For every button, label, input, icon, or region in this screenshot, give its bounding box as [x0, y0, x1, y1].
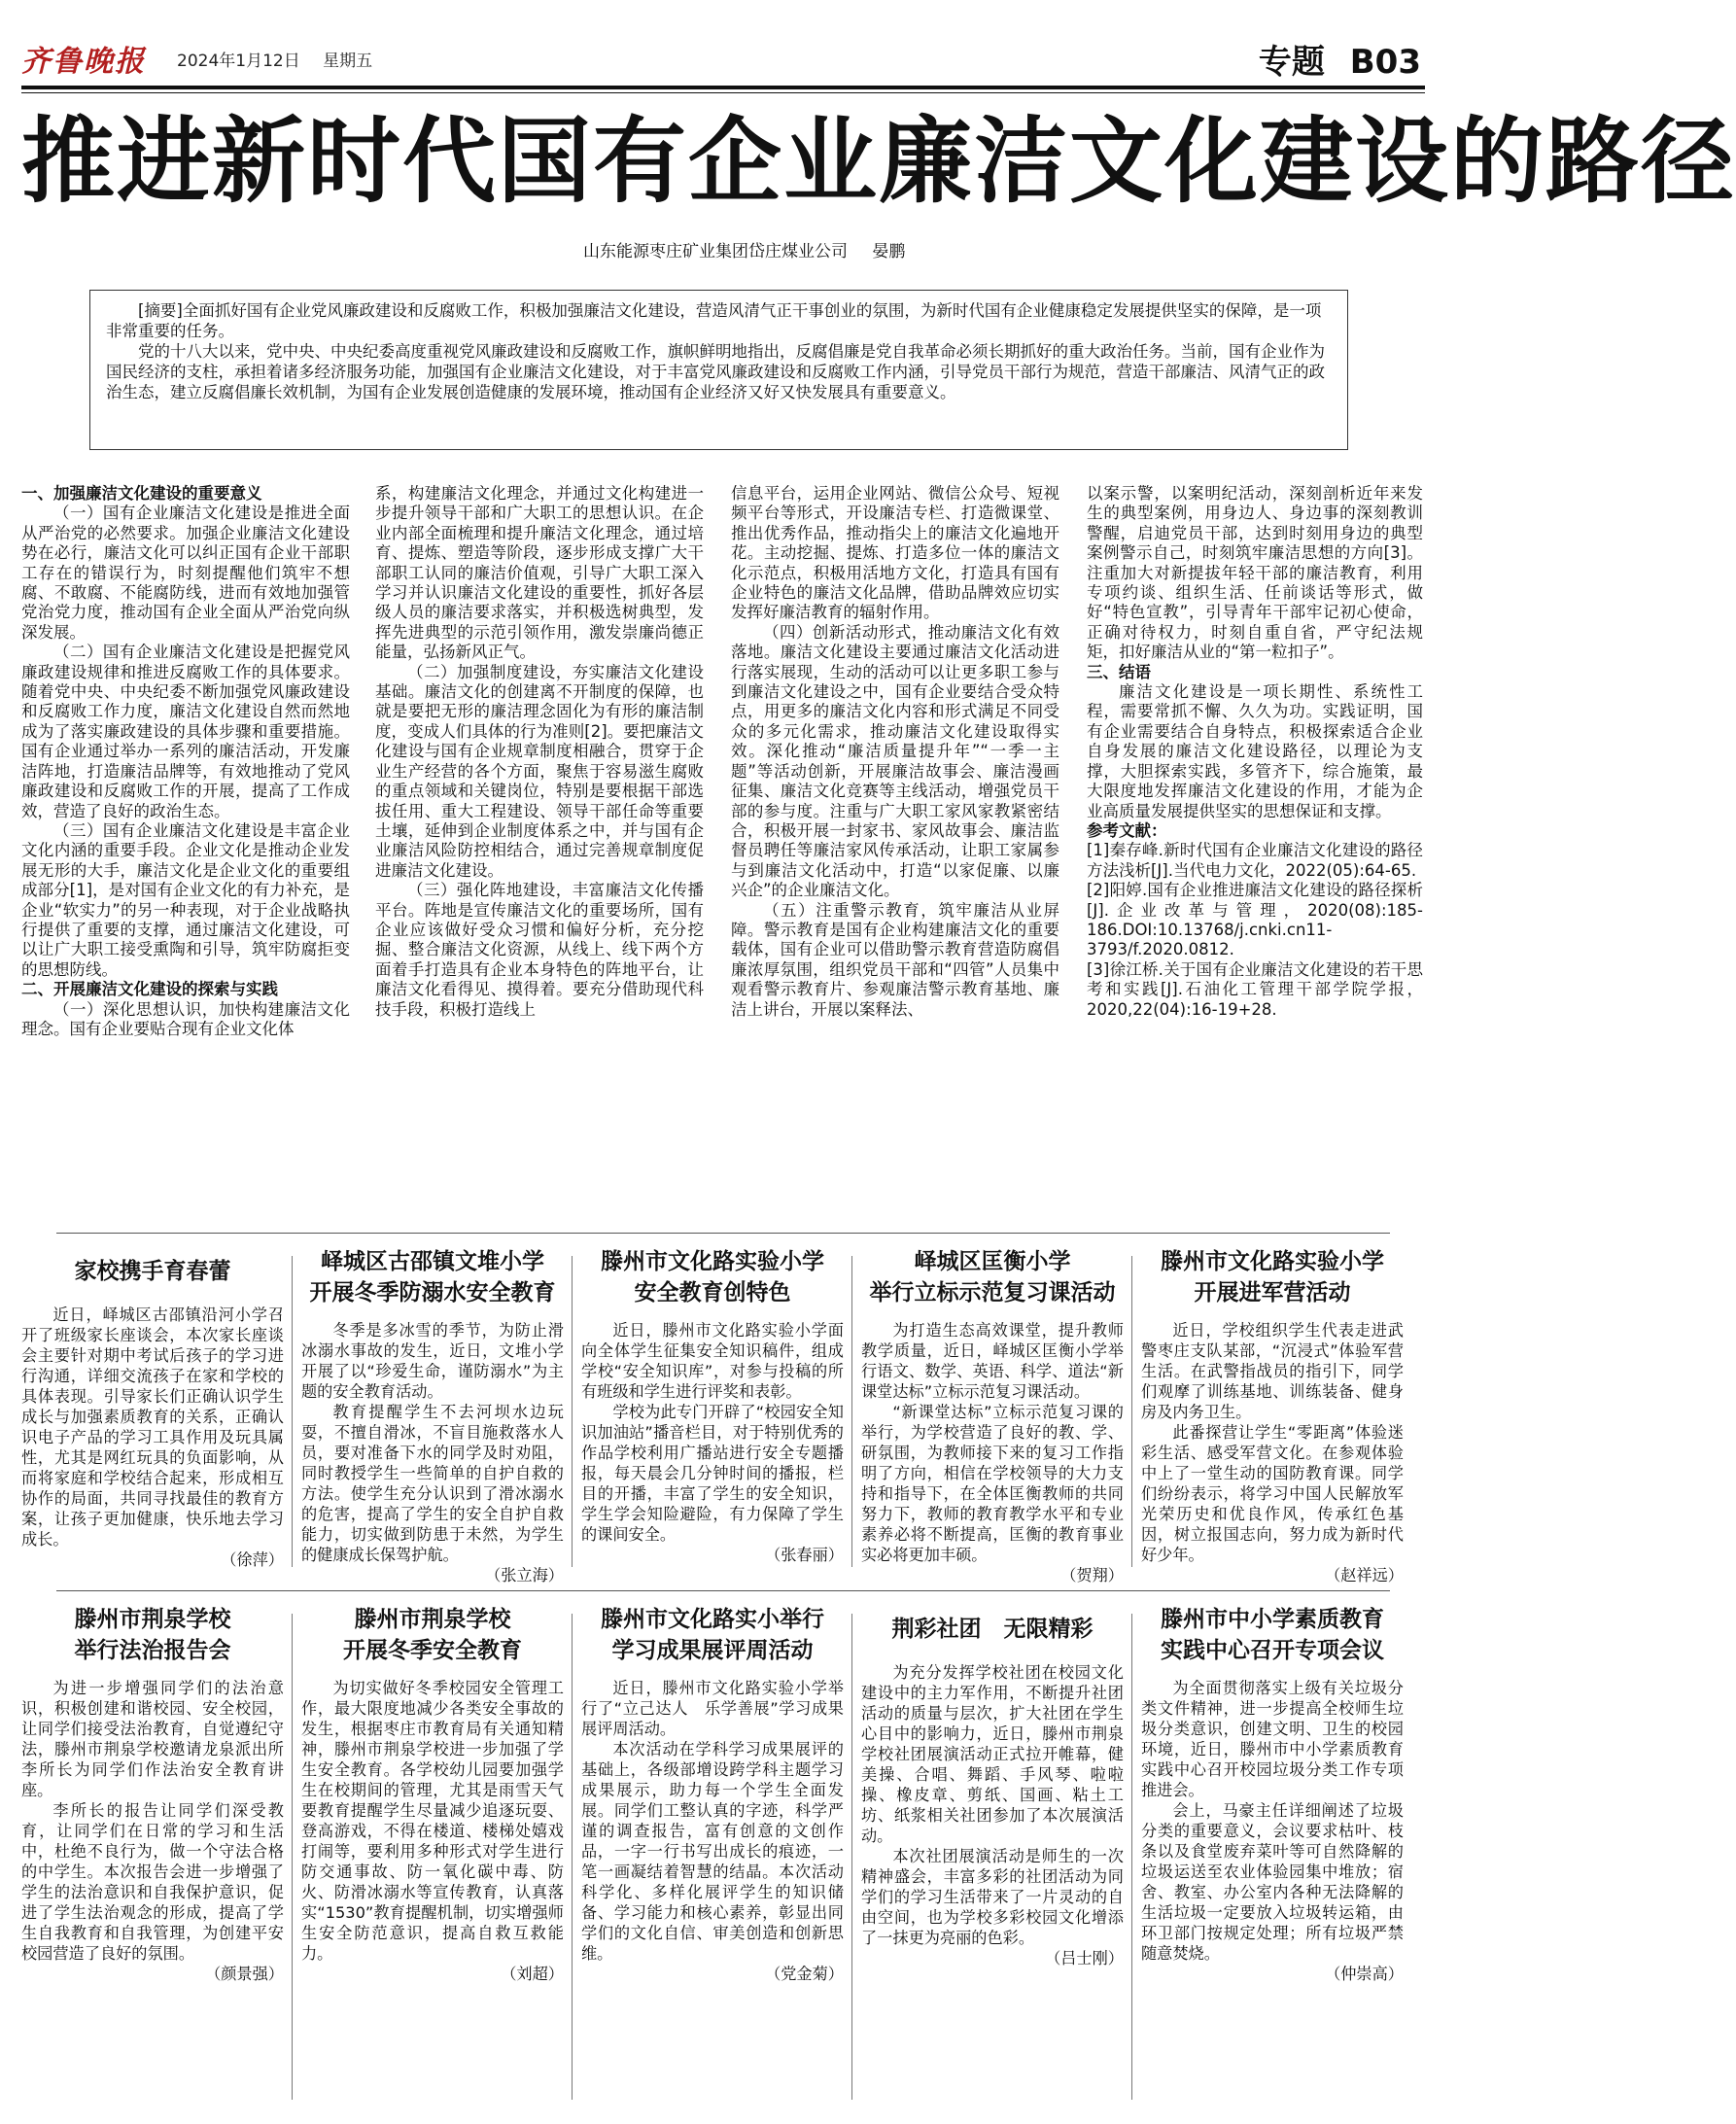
- newspaper-masthead: 齐鲁晚报: [21, 45, 146, 79]
- news-title-line: 滕州市荆泉学校: [74, 1606, 231, 1632]
- news-item: [21, 1604, 284, 2109]
- news-paragraph: 近日，滕州市文化路实验小学举行了“立己达人 乐学善展”学习成果展评周活动。: [581, 1679, 844, 1738]
- reference-entry: [1]秦存峰.新时代国有企业廉洁文化建设的路径方法浅析[J].当代电力文化，2022(05):64-65.: [1087, 841, 1423, 880]
- news-author: （赵祥远）: [1325, 1566, 1404, 1584]
- news-paragraph: 为全面贯彻落实上级有关垃圾分类文件精神，进一步提高全校师生垃圾分类意识，创建文明、卫生的校园环境，近日，滕州市中小学素质教育实践中心召开校园垃圾分类工作专项推进会。: [1141, 1679, 1404, 1799]
- news-body: [1141, 1678, 1404, 1984]
- article-paragraph: 信息平台，运用企业网站、微信公众号、短视频平台等形式，开设廉洁专栏、打造微课堂、推出优秀作品，推动指尖上的廉洁文化遍地开花。主动挖掘、提炼、打造多位一体的廉洁文化示范点，积极用活地方文化，打造具有国有企业特色的廉洁文化品牌，借助品牌效应切实发挥好廉洁教育的辐射作用。: [731, 484, 1059, 622]
- article-paragraph: （一）深化思想认识，加快构建廉洁文化理念。国有企业要贴合现有企业文化体: [21, 999, 350, 1038]
- issue-date: 2024年1月12日: [177, 52, 300, 71]
- section-divider: [56, 1590, 1390, 1591]
- dateline: [177, 47, 390, 71]
- column-divider: [1131, 1256, 1132, 1567]
- news-author: （仲崇高）: [1325, 1965, 1404, 1983]
- news-title: [581, 1246, 844, 1308]
- column-divider: [292, 1614, 293, 2100]
- news-title-line: 峄城区古邵镇文堆小学: [321, 1248, 544, 1274]
- article-paragraph: （三）国有企业廉洁文化建设是丰富企业文化内涵的重要手段。企业文化是推动企业发展无形的大手，廉洁文化是企业文化的重要组成部分[1]，是对国有企业文化的有力补充，是企业“软实力”的另一种表现，对于企业战略执行提供了重要的支撑，通过廉洁文化建设，可以让广大职工接受熏陶和引导，筑牢防腐拒变的思想防线。: [21, 820, 350, 979]
- article-title: 推进新时代国有企业廉洁文化建设的路径: [21, 107, 1736, 216]
- news-item: [1141, 1604, 1404, 2109]
- news-paragraph: 冬季是多冰雪的季节，为防止滑冰溺水事故的发生，近日，文堆小学开展了以“珍爱生命，谨防溺水”为主题的安全教育活动。: [301, 1321, 564, 1401]
- news-title-line: 滕州市文化路实验小学: [601, 1248, 824, 1274]
- abstract-paragraph: 党的十八大以来，党中央、中央纪委高度重视党风廉政建设和反腐败工作，旗帜鲜明地指出，反腐倡廉是党自我革命必须长期抓好的重大政治任务。当前，国有企业作为国民经济的支柱，承担着诸多经济服务功能，加强国有企业廉洁文化建设，对于丰富党风廉政建设和反腐败工作内涵，引导党员干部行为规范，营造干部廉洁、风清气正的政治生态，建立反腐倡廉长效机制，为国有企业发展创造健康的发展环境，推动国有企业经济又好又快发展具有重要意义。: [106, 342, 1325, 401]
- page-number: B03: [1349, 43, 1421, 82]
- byline: [583, 237, 924, 261]
- news-title: [1141, 1246, 1404, 1308]
- news-item: [1141, 1246, 1404, 1584]
- news-item: [861, 1246, 1124, 1584]
- news-item: [21, 1246, 284, 1577]
- column-divider: [572, 1256, 573, 1567]
- news-author: （贺翔）: [1060, 1566, 1124, 1584]
- news-item: [581, 1604, 844, 2109]
- news-paragraph: 本次活动在学科学习成果展评的基础上，各级部增设跨学科主题学习成果展示，助力每一个学生全面发展。同学们工整认真的字迹，科学严谨的调查报告，富有创意的文创作品，一字一行书写出成长的痕迹，一笔一画凝结着智慧的结晶。本次活动科学化、多样化展评学生的知识储备、学习能力和核心素养，彰显出同学们的文化自信、审美创造和创新思维。: [581, 1740, 844, 1963]
- news-title-line: 峄城区匡衡小学: [914, 1248, 1071, 1274]
- news-paragraph: 为打造生态高效课堂，提升教师教学质量，近日，峄城区匡衡小学举行语文、数学、英语、科学、道法“新课堂达标”立标示范复习课活动。: [861, 1321, 1124, 1401]
- news-author: （党金菊）: [765, 1965, 844, 1983]
- news-item: [301, 1604, 564, 2109]
- author-name: 晏鹏: [872, 242, 906, 261]
- news-title-line: 滕州市文化路实验小学: [1161, 1248, 1384, 1274]
- news-paragraph: “新课堂达标”立标示范复习课的举行，为学校营造了良好的教、学、研氛围，为教师接下来的复习工作指明了方向，相信在学校领导的大力支持和指导下，在全体匡衡教师的共同努力下，教师的教育教学水平和专业素养必将不断提高，匡衡的教育事业实必将更加丰硕。: [861, 1403, 1124, 1564]
- news-author: （张春丽）: [765, 1546, 844, 1564]
- news-paragraph: 为切实做好冬季校园安全管理工作，最大限度地减少各类安全事故的发生，根据枣庄市教育局有关通知精神，滕州市荆泉学校进一步加强了学生安全教育。各学校幼儿园要加强学生在校期间的管理，尤其是雨雪天气要教育提醒学生尽量减少追逐玩耍、登高游戏，不得在楼道、楼梯处嬉戏打闹等，要利用多种形式对学生进行防交通事故、防一氧化碳中毒、防火、防滑冰溺水等宣传教育，认真落实“1530”教育提醒机制，切实增强师生安全防范意识，提高自救互救能力。: [301, 1679, 564, 1963]
- news-title-line: 开展进军营活动: [1194, 1279, 1351, 1306]
- section-name: 专题: [1258, 43, 1325, 82]
- column-divider: [851, 1256, 852, 1567]
- page-label: [1245, 35, 1421, 83]
- news-paragraph: 学校为此专门开辟了“校园安全知识加油站”播音栏目，对于特别优秀的作品学校利用广播站进行安全专题播报，每天晨会几分钟时间的播报，栏目的开播，丰富了学生的安全知识，学生学会知险避险，有力保障了学生的课间安全。: [581, 1403, 844, 1544]
- news-title: [581, 1604, 844, 1666]
- article-paragraph: （二）国有企业廉洁文化建设是把握党风廉政建设规律和推进反腐败工作的具体要求。随着党中央、中央纪委不断加强党风廉政建设和反腐败工作力度，廉洁文化建设自然而然地成为了落实廉政建设的具体步骤和重要措施。国有企业通过举办一系列的廉洁活动，开发廉洁阵地，打造廉洁品牌等，有效地推动了党风廉政建设和反腐败工作的开展，提高了工作成效，营造了良好的政治生态。: [21, 643, 350, 820]
- news-body: [581, 1678, 844, 1984]
- news-title: [861, 1246, 1124, 1308]
- news-title-line: 滕州市荆泉学校: [354, 1606, 511, 1632]
- news-body: [301, 1320, 564, 1585]
- news-author: （颜景强）: [205, 1965, 284, 1983]
- column-divider: [851, 1614, 852, 2100]
- news-paragraph: 此番探营让学生“零距离”体验迷彩生活、感受军营文化。在参观体验中上了一堂生动的国防教育课。同学们纷纷表示，将学习中国人民解放军光荣历史和优良作风，传承红色基因，树立报国志向，努力成为新时代好少年。: [1141, 1423, 1404, 1564]
- column-divider: [292, 1256, 293, 1567]
- article-column-4: [1087, 484, 1423, 1205]
- news-title-line: 举行法治报告会: [74, 1637, 231, 1663]
- abstract-box: [89, 290, 1348, 450]
- news-paragraph: 会上，马豪主任详细阐述了垃圾分类的重要意义，会议要求枯叶、枝条以及食堂废弃菜叶等可自然降解的垃圾运送至农业体验园集中堆放；宿舍、教室、办公室内各种无法降解的生活垃圾一定要放入垃圾转运箱，由环卫部门按规定处理；所有垃圾严禁随意焚烧。: [1141, 1801, 1404, 1963]
- news-title-line: 家校携手育春蕾: [74, 1258, 231, 1284]
- news-paragraph: 近日，滕州市文化路实验小学面向全体学生征集安全知识稿件，组成学校“安全知识库”，对参与投稿的所有班级和学生进行评奖和表彰。: [581, 1321, 844, 1401]
- news-paragraph: 近日，峄城区古邵镇沿河小学召开了班级家长座谈会，本次家长座谈会主要针对期中考试后孩子的学习进行沟通，详细交流孩子在家和学校的具体表现。引导家长们正确认识学生成长与加强素质教育的关系，正确认识电子产品的学习工具作用及玩具属性，尤其是网红玩具的负面影响，从而将家庭和学校结合起来，形成相互协作的局面，共同寻找最佳的教育方案，让孩子更加健康，快乐地去学习成长。: [21, 1306, 284, 1549]
- article-column-1: [21, 484, 350, 1205]
- news-title: [1141, 1604, 1404, 1666]
- news-title-line: 开展冬季防溺水安全教育: [309, 1279, 556, 1306]
- news-title-line: 举行立标示范复习课活动: [869, 1279, 1116, 1306]
- abstract-paragraph: [摘要]全面抓好国有企业党风廉政建设和反腐败工作，积极加强廉洁文化建设，营造风清气正干事创业的氛围，为新时代国有企业健康稳定发展提供坚实的保障，是一项非常重要的任务。: [106, 301, 1322, 340]
- section-divider: [56, 1233, 1390, 1234]
- news-paragraph: 本次社团展演活动是师生的一次精神盛会，丰富多彩的社团活动为同学们的学习生活带来了一片灵动的自由空间，也为学校多彩校园文化增添了一抹更为亮丽的色彩。: [861, 1847, 1124, 1947]
- news-body: [21, 1305, 284, 1570]
- news-body: [1141, 1320, 1404, 1585]
- article-paragraph: （一）国有企业廉洁文化建设是推进全面从严治党的必然要求。加强企业廉洁文化建设势在必行，廉洁文化可以纠正国有企业干部职工存在的错误行为，时刻提醒他们筑牢不想腐、不敢腐、不能腐防线，进而有效地加强管党治党力度，推动国有企业全面从严治党向纵深发展。: [21, 504, 350, 642]
- news-paragraph: 教育提醒学生不去河坝水边玩耍，不擅自滑冰，不盲目施救落水人员，要对准备下水的同学及时劝阻，同时教授学生一些简单的自护自救的方法。使学生充分认识到了滑冰溺水的危害，提高了学生的安全自护自救能力，切实做到防患于未然，为学生的健康成长保驾护航。: [301, 1403, 564, 1564]
- article-column-3: [731, 484, 1059, 1205]
- news-author: （徐萍）: [221, 1550, 284, 1569]
- news-title-line: 安全教育创特色: [634, 1279, 791, 1306]
- reference-entry: [3]徐江桥.关于国有企业廉洁文化建设的若干思考和实践[J].石油化工管理干部学院学报，2020,22(04):16-19+28.: [1087, 959, 1423, 1019]
- news-body: [861, 1662, 1124, 1968]
- article-paragraph: 系，构建廉洁文化理念，并通过文化构建进一步提升领导干部和广大职工的思想认识。在企业内部全面梳理和提升廉洁文化理念，通过培育、提炼、塑造等阶段，逐步形成支撑广大干部职工认同的廉洁价值观，引导广大职工深入学习并认识廉洁文化建设的重要性，抓好各层级人员的廉洁要求落实，并积极选树典型，发挥先进典型的示范引领作用，激发崇廉尚德正能量，弘扬新风正气。: [375, 484, 704, 662]
- article-paragraph: 廉洁文化建设是一项长期性、系统性工程，需要常抓不懈、久久为功。实践证明，国有企业需要结合自身特点，积极探索适合企业自身发展的廉洁文化建设路径，以理论为支撑，大胆探索实践，多管齐下，综合施策，最大限度地发挥廉洁文化建设的作用，才能为企业高质量发展提供坚实的思想保证和支撑。: [1087, 682, 1423, 820]
- news-title: [861, 1604, 1124, 1645]
- news-title-line: 荆彩社团 无限精彩: [891, 1616, 1094, 1642]
- news-paragraph: 为充分发挥学校社团在校园文化建设中的主力军作用，不断提升社团活动的质量与层次，扩大社团在学生心目中的影响力，近日，滕州市荆泉学校社团展演活动正式拉开帷幕，健美操、合唱、舞蹈、手风琴、啦啦操、橡皮章、剪纸、国画、粘土工坊、纸浆相关社团参加了本次展演活动。: [861, 1663, 1124, 1845]
- header-rule: [21, 86, 1425, 89]
- section-heading: 二、开展廉洁文化建设的探索与实践: [21, 980, 278, 999]
- news-paragraph: 李所长的报告让同学们深受教育，让同学们在日常的学习和生活中，杜绝不良行为，做一个守法合格的中学生。本次报告会进一步增强了学生的法治意识和自我保护意识，促进了学生法治观念的形成，提高了学生自我教育和自我管理，为创建平安校园营造了良好的氛围。: [21, 1801, 284, 1963]
- news-item: [581, 1246, 844, 1577]
- news-body: [861, 1320, 1124, 1585]
- article-paragraph: 以案示警，以案明纪活动，深刻剖析近年来发生的典型案例，用身边人、身边事的深刻教训警醒，启迪党员干部，达到时刻用身边的典型案例警示自己，时刻筑牢廉洁思想的方向[3]。注重加大对新提拔年轻干部的廉洁教育，利用专项约谈、组织生活、任前谈话等形式，做好“特色宣教”，引导青年干部牢记初心使命，正确对待权力，时刻自重自省，严守纪法规矩，扣好廉洁从业的“第一粒扣子”。: [1087, 484, 1423, 662]
- news-title: [301, 1604, 564, 1666]
- news-author: （吕士刚）: [1045, 1949, 1124, 1967]
- news-item: [301, 1246, 564, 1584]
- news-title-line: 滕州市中小学素质教育: [1161, 1606, 1384, 1632]
- article-paragraph: （三）强化阵地建设，丰富廉洁文化传播平台。阵地是宣传廉洁文化的重要场所，国有企业应该做好受众习惯和偏好分析，充分挖掘、整合廉洁文化资源，从线上、线下两个方面着手打造具有企业本身特色的阵地平台，让廉洁文化看得见、摸得着。要充分借助现代科技手段，积极打造线上: [375, 881, 704, 1019]
- news-paragraph: 近日，学校组织学生代表走进武警枣庄支队某部，“沉浸式”体验军营生活。在武警指战员的指引下，同学们观摩了训练基地、训练装备、健身房及内务卫生。: [1141, 1321, 1404, 1421]
- column-divider: [1131, 1614, 1132, 2100]
- article-column-2: [375, 484, 704, 1205]
- news-title-line: 学习成果展评周活动: [611, 1637, 814, 1663]
- news-paragraph: 为进一步增强同学们的法治意识，积极创建和谐校园、安全校园，让同学们接受法治教育，自觉遵纪守法，滕州市荆泉学校邀请龙泉派出所李所长为同学们作法治安全教育讲座。: [21, 1679, 284, 1799]
- news-author: （刘超）: [501, 1965, 564, 1983]
- news-body: [21, 1678, 284, 1984]
- news-title: [21, 1246, 284, 1287]
- news-title: [21, 1604, 284, 1666]
- news-author: （张立海）: [485, 1566, 564, 1584]
- author-org: 山东能源枣庄矿业集团岱庄煤业公司: [583, 242, 848, 261]
- news-title-line: 实践中心召开专项会议: [1161, 1637, 1384, 1663]
- article-paragraph: （二）加强制度建设，夯实廉洁文化建设基础。廉洁文化的创建离不开制度的保障，也就是要把无形的廉洁理念固化为有形的廉洁制度，变成人们具体的行为准则[2]。要把廉洁文化建设与国有企业规章制度相融合，贯穿于企业生产经营的各个方面，聚焦于容易滋生腐败的重点领域和关键岗位，特别是要根据干部选拔任用、重大工程建设、领导干部任命等重要土壤，延伸到企业制度体系之中，并与国有企业廉洁风险防控相结合，通过完善规章制度促进廉洁文化建设。: [375, 662, 704, 880]
- news-body: [581, 1320, 844, 1565]
- news-item: [861, 1604, 1124, 2109]
- section-heading: 参考文献：: [1087, 820, 1167, 840]
- article-paragraph: （五）注重警示教育，筑牢廉洁从业屏障。警示教育是国有企业构建廉洁文化的重要载体，国有企业可以借助警示教育营造防腐倡廉浓厚氛围，组织党员干部和“四管”人员集中观看警示教育片、参观廉洁警示教育基地、廉洁上讲台，开展以案释法、: [731, 900, 1059, 1019]
- news-title-line: 滕州市文化路实小举行: [601, 1606, 824, 1632]
- article-paragraph: （四）创新活动形式，推动廉洁文化有效落地。廉洁文化建设主要通过廉洁文化活动进行落实展现，生动的活动可以让更多职工参与到廉洁文化建设之中，国有企业要结合受众特点，用更多的廉洁文化内容和形式满足不同受众的多元化需求，推动廉洁文化建设取得实效。深化推动“廉洁质量提升年”“一季一主题”等活动创新，开展廉洁故事会、廉洁漫画征集、廉洁文化竞赛等主线活动，增强党员干部的参与度。注重与广大职工家风家教紧密结合，积极开展一封家书、家风故事会、廉洁监督员聘任等廉洁家风传承活动，让职工家属参与到廉洁文化活动中，打造“以家促廉、以廉兴企”的企业廉洁文化。: [731, 622, 1059, 900]
- news-title: [301, 1246, 564, 1308]
- issue-weekday: 星期五: [323, 52, 373, 71]
- news-title-line: 开展冬季安全教育: [343, 1637, 522, 1663]
- section-heading: 三、结语: [1087, 662, 1151, 681]
- header-rule-thin: [21, 92, 1425, 93]
- column-divider: [572, 1614, 573, 2100]
- news-body: [301, 1678, 564, 1984]
- section-heading: 一、加强廉洁文化建设的重要意义: [21, 484, 262, 503]
- reference-entry: [2]阳婷.国有企业推进廉洁文化建设的路径探析[J].企业改革与管理，2020(08):185-186.DOI:10.13768/j.cnki.cn11-3793/f.2020.0812.: [1087, 881, 1423, 959]
